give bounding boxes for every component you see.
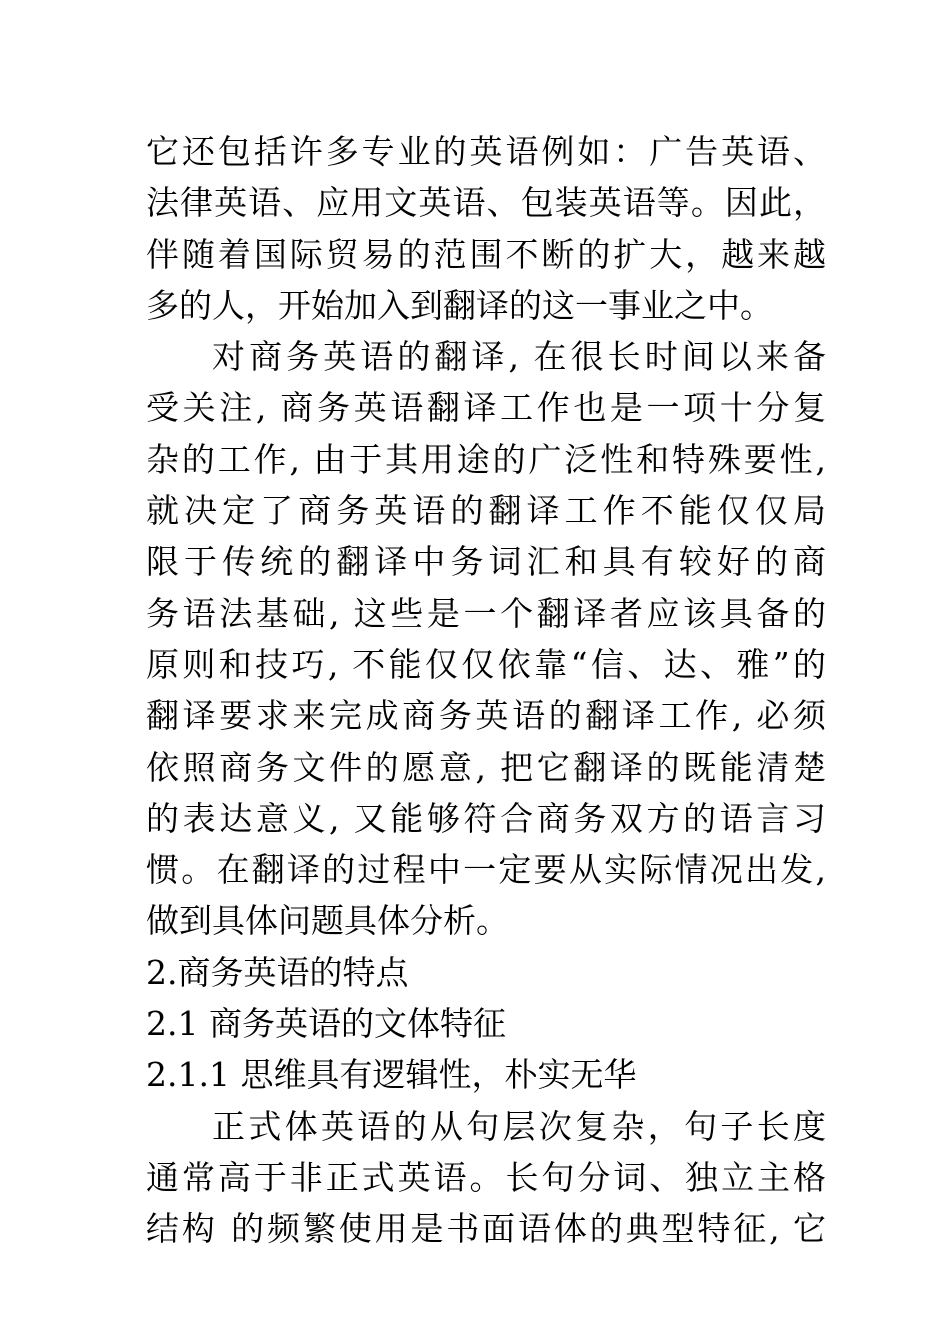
paragraph-first-line: 对商务英语的翻译, 在很长时间以来备 bbox=[212, 337, 826, 377]
text-line: 限于传统的翻译中务词汇和具有较好的商 bbox=[146, 542, 826, 582]
paragraph-first-line: 正式体英语的从句层次复杂，句子长度 bbox=[212, 1106, 826, 1146]
body-text bbox=[146, 126, 826, 1255]
text-line: 通常高于非正式英语。长句分词、独立主格 bbox=[146, 1157, 826, 1197]
text-line: 依照商务文件的愿意, 把它翻译的既能清楚 bbox=[146, 747, 826, 787]
text-line: 它还包括许多专业的英语例如：广告英语、 bbox=[146, 132, 826, 171]
text-line: 翻译要求来完成商务英语的翻译工作, 必须 bbox=[146, 696, 826, 736]
text-line: 惯。在翻译的过程中一定要从实际情况出发, bbox=[146, 850, 826, 890]
text-line: 务语法基础, 这些是一个翻译者应该具备的 bbox=[146, 593, 826, 633]
subsection-heading: 2.1 商务英语的文体特征 bbox=[146, 1004, 506, 1044]
text-line: 法律英语、应用文英语、包装英语等。因此， bbox=[146, 183, 826, 223]
text-line: 的表达意义, 又能够符合商务双方的语言习 bbox=[146, 798, 826, 838]
text-line: 结构 的频繁使用是书面语体的典型特征, 它 bbox=[146, 1209, 826, 1249]
text-line: 伴随着国际贸易的范围不断的扩大，越来越 bbox=[146, 234, 826, 274]
text-line: 就决定了商务英语的翻译工作不能仅仅局 bbox=[146, 491, 826, 531]
text-line: 受关注, 商务英语翻译工作也是一项十分复 bbox=[146, 388, 826, 428]
text-line: 原则和技巧, 不能仅仅依靠“信、达、雅”的 bbox=[146, 644, 826, 684]
section-heading: 2.商务英语的特点 bbox=[146, 952, 409, 992]
text-line: 做到具体问题具体分析。 bbox=[146, 901, 509, 941]
subsubsection-heading: 2.1.1 思维具有逻辑性，朴实无华 bbox=[146, 1055, 637, 1095]
text-line: 杂的工作, 由于其用途的广泛性和特殊要性, bbox=[146, 439, 826, 479]
text-line: 多的人，开始加入到翻译的这一事业之中。 bbox=[146, 285, 773, 325]
